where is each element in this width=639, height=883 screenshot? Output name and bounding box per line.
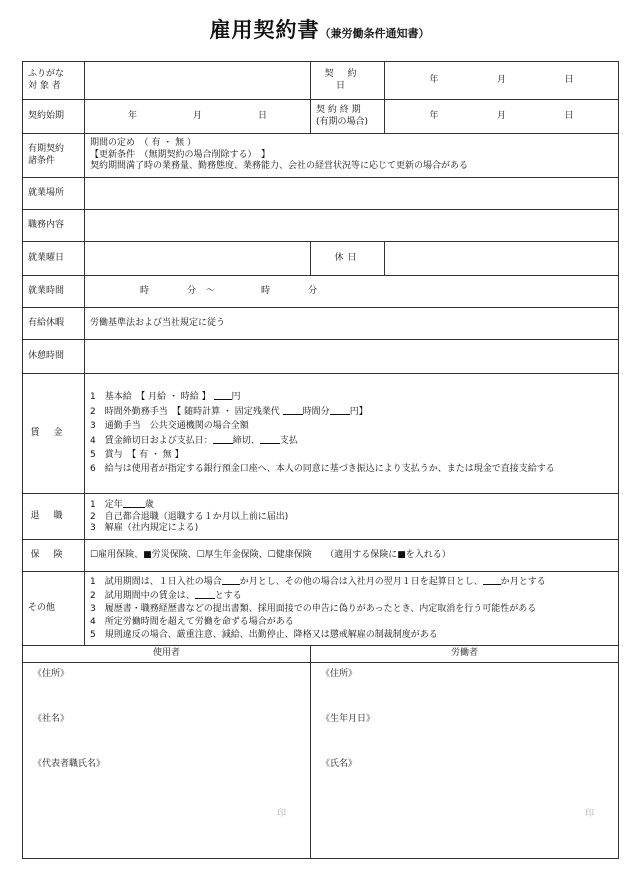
document-title bbox=[0, 14, 639, 44]
break-field[interactable] bbox=[85, 340, 619, 374]
hours-field[interactable]: 時 分 ～ 時 分 bbox=[85, 276, 619, 308]
row-hours bbox=[23, 276, 619, 308]
insurance-options[interactable]: ☐雇用保険、■労災保険、☐厚生年金保険、☐健康保険 （適用する保険に■を入れる） bbox=[85, 540, 619, 572]
start-date-field[interactable]: 年 月 日 bbox=[85, 100, 311, 134]
row-start-end bbox=[23, 100, 619, 134]
workplace-label: 就業場所 bbox=[23, 178, 85, 210]
row-retire bbox=[23, 494, 619, 540]
row-break bbox=[23, 340, 619, 374]
insurance-label: 保険 bbox=[23, 540, 85, 572]
row-fixed-term bbox=[23, 134, 619, 178]
row-other bbox=[23, 572, 619, 646]
worker-header: 労働者 bbox=[311, 646, 619, 663]
wage-line-5: 5 賞与 【 有 ・ 無 】 bbox=[90, 449, 184, 460]
other-details: 1 試用期間は、１日入社の場合 か月とし、その他の場合は入社月の翌月１日を起算日とし、 か月とする 2 試用期間中の賃金は、 とする 3 履歴書・職務経歴書などの提出書類、採用面接での申告に偽りがあったとき、内定取消を行う可能性がある 4 所定労働時間を超えて労働を命ずる場合がある 5 規則違反の場合、厳重注意、減給、出勤停止、降格又は懲戒解雇の制裁制度がある bbox=[85, 572, 619, 646]
worker-dob-label: 《生年月日》 bbox=[321, 714, 376, 724]
end-label-cell: 契 約 終 期 (有期の場合) bbox=[311, 100, 385, 134]
wage-details bbox=[85, 374, 619, 494]
employer-company-label: 《社名》 bbox=[33, 714, 70, 724]
row-workdays bbox=[23, 242, 619, 276]
row-signature-header bbox=[23, 646, 619, 663]
paid-leave-value: 労働基準法および当社規定に従う bbox=[85, 308, 619, 340]
end-date-field[interactable]: 年 月 日 bbox=[385, 100, 619, 134]
contract-table bbox=[22, 61, 619, 859]
row-wage bbox=[23, 374, 619, 494]
employer-sign-area[interactable] bbox=[23, 663, 311, 859]
worker-address-label: 《住所》 bbox=[321, 669, 358, 679]
row-target bbox=[23, 62, 619, 100]
worker-sign-area[interactable] bbox=[311, 663, 619, 859]
start-label: 契約始期 bbox=[23, 100, 85, 134]
duties-label: 職務内容 bbox=[23, 210, 85, 242]
title-sub: （兼労働条件通知書） bbox=[319, 27, 430, 40]
employer-address-label: 《住所》 bbox=[33, 669, 70, 679]
row-signatures bbox=[23, 663, 619, 859]
fixed-term-label: 有期契約 諸条件 bbox=[23, 134, 85, 178]
contract-date-label: 契約日 bbox=[311, 62, 385, 100]
wage-label: 賃金 bbox=[23, 374, 85, 494]
workdays-field[interactable] bbox=[85, 242, 311, 276]
hours-label: 就業時間 bbox=[23, 276, 85, 308]
holiday-field[interactable] bbox=[385, 242, 619, 276]
other-label: その他 bbox=[23, 572, 85, 646]
workdays-label: 就業曜日 bbox=[23, 242, 85, 276]
retire-details: 1 定年 歳 2 自己都合退職（退職する１か月以上前に届出) 3 解雇（社内規定による) bbox=[85, 494, 619, 540]
wage-line-4: 4 賃金締切日および支払日： 締切、 支払 bbox=[90, 436, 298, 446]
wage-line-3: 3 通勤手当 公共交通機関の場合全額 bbox=[90, 421, 249, 432]
wage-line-2: 2 時間外勤務手当 【 随時計算 ・ 固定残業代 時間分 円】 bbox=[90, 407, 368, 418]
employer-header: 使用者 bbox=[23, 646, 311, 663]
row-insurance bbox=[23, 540, 619, 572]
workplace-field[interactable] bbox=[85, 178, 619, 210]
worker-seal-mark: 印 bbox=[584, 809, 594, 819]
wage-line-1: 1 基本給 【 月給 ・ 時給 】 円 bbox=[90, 392, 241, 403]
duties-field[interactable] bbox=[85, 210, 619, 242]
break-label: 休憩時間 bbox=[23, 340, 85, 374]
target-label-cell: ふりがな 対 象 者 bbox=[23, 62, 85, 100]
paid-leave-label: 有給休暇 bbox=[23, 308, 85, 340]
target-name-field[interactable] bbox=[85, 62, 311, 100]
row-duties bbox=[23, 210, 619, 242]
employer-seal-mark: 印 bbox=[276, 809, 286, 819]
holiday-label: 休日 bbox=[311, 242, 385, 276]
fixed-term-conditions: 期間の定め （ 有 ・ 無 ） 【更新条件 （無期契約の場合削除する） 】 契約期間満了時の業務量、勤務態度、業務能力、会社の経営状況等に応じて更新の場合がある bbox=[85, 134, 619, 178]
contract-date-field[interactable]: 年 月 日 bbox=[385, 62, 619, 100]
worker-name-label: 《氏名》 bbox=[321, 759, 358, 769]
row-paid-leave bbox=[23, 308, 619, 340]
wage-line-6: 6 給与は使用者が指定する銀行預金口座へ、本人の同意に基づき振込により支払うか、または現金で直接支給する bbox=[90, 463, 555, 474]
employer-rep-label: 《代表者職氏名》 bbox=[33, 759, 106, 769]
row-workplace bbox=[23, 178, 619, 210]
title-main: 雇用契約書 bbox=[209, 18, 320, 42]
retire-label: 退職 bbox=[23, 494, 85, 540]
